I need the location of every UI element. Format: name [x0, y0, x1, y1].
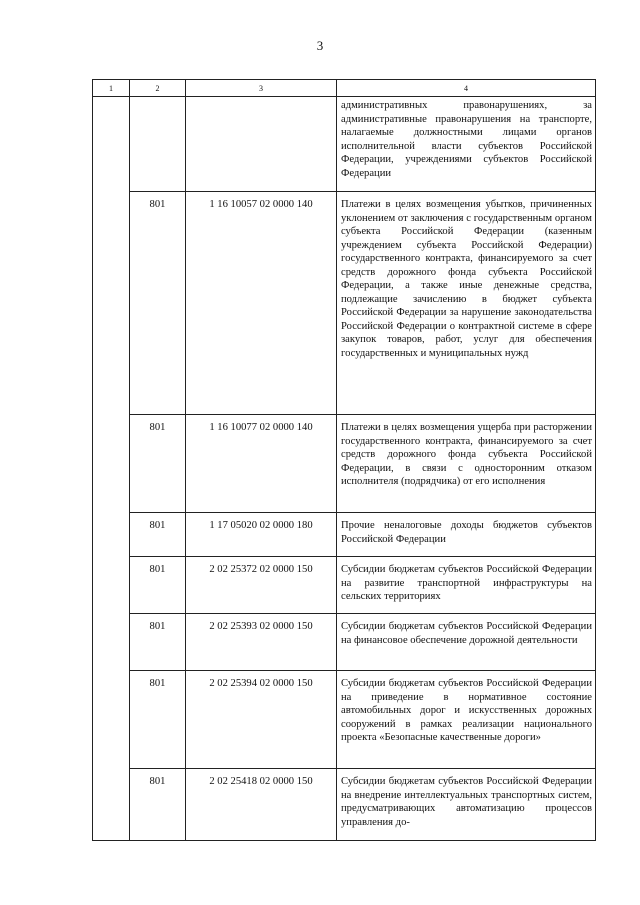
table-row [93, 671, 596, 769]
revenue-code-cell: 2 02 25394 02 0000 150 [186, 671, 337, 769]
admin-code-cell: 801 [130, 769, 186, 841]
table-row [93, 769, 596, 841]
revenue-code-cell: 2 02 25372 02 0000 150 [186, 557, 337, 614]
revenue-name-cell: Субсидии бюджетам субъектов Российской Федерации на развитие транспортной инфраструктуры на сельских территориях [337, 557, 596, 614]
table-row [93, 557, 596, 614]
column-number-row [93, 80, 596, 97]
revenue-name-cell: Субсидии бюджетам субъектов Российской Федерации на финансовое обеспечение дорожной деятельности [337, 614, 596, 671]
revenue-name-cell: Субсидии бюджетам субъектов Российской Федерации на приведение в нормативное состояние автомобильных дорог и искусственных дорожных сооружений в рамках реализации национального проекта «Безопасные качественные дороги» [337, 671, 596, 769]
revenue-name-cell: Платежи в целях возмещения ущерба при расторжении государственного контракта, финансируемого за счет средств дорожного фонда субъекта Российской Федерации, в связи с односторонним отказом исполнителя (подрядчика) от его исполнения [337, 415, 596, 513]
revenue-code-cell: 2 02 25418 02 0000 150 [186, 769, 337, 841]
page-number: 3 [316, 38, 324, 53]
revenue-name-cell: Платежи в целях возмещения убытков, причиненных уклонением от заключения с государственным органом субъекта Российской Федерации (казенным учреждением субъекта Российской Федерации) государственного контракта, финансируемого за счет средств дорожного фонда субъекта Российской Федерации, а также иные денежные средства, подлежащие зачислению в бюджет субъекта Российской Федерации за нарушение законодательства Российской Федерации о контрактной системе в сфере закупок товаров, работ, услуг для обеспечения государственных и муниципальных нужд [337, 192, 596, 415]
table-row [93, 415, 596, 513]
admin-code-cell: 801 [130, 671, 186, 769]
revenue-code-cell [186, 97, 337, 192]
revenue-name-cell: Прочие неналоговые доходы бюджетов субъектов Российской Федерации [337, 513, 596, 557]
admin-code-cell [130, 97, 186, 192]
revenue-code-cell: 1 17 05020 02 0000 180 [186, 513, 337, 557]
admin-code-cell: 801 [130, 557, 186, 614]
column-number-4: 4 [337, 80, 596, 97]
revenue-name-cell: Субсидии бюджетам субъектов Российской Федерации на внедрение интеллектуальных транспортных систем, предусматривающих автоматизацию процессов управления до- [337, 769, 596, 841]
admin-code-cell: 801 [130, 513, 186, 557]
revenue-code-cell: 1 16 10057 02 0000 140 [186, 192, 337, 415]
admin-code-cell: 801 [130, 614, 186, 671]
admin-code-cell: 801 [130, 415, 186, 513]
column-number-1: 1 [93, 80, 130, 97]
table-row [93, 614, 596, 671]
table-row [93, 97, 596, 192]
column-number-2: 2 [130, 80, 186, 97]
table-row [93, 513, 596, 557]
revenue-codes-table [92, 79, 596, 841]
revenue-name-cell: административных правонарушениях, за административные правонарушения на транспорте, налагаемые должностными лицами органов исполнительной власти субъектов Российской Федерации, учреждениями субъектов Российской Федерации [337, 97, 596, 192]
revenue-code-cell: 1 16 10077 02 0000 140 [186, 415, 337, 513]
column-number-3: 3 [186, 80, 337, 97]
table-row [93, 192, 596, 415]
revenue-code-cell: 2 02 25393 02 0000 150 [186, 614, 337, 671]
group-cell [93, 97, 130, 841]
admin-code-cell: 801 [130, 192, 186, 415]
